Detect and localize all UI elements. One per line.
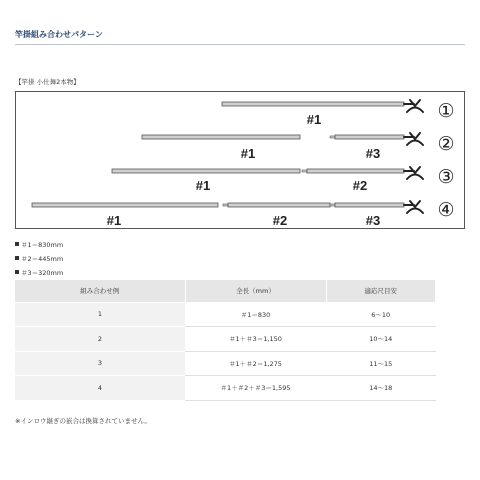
length-text: ＃2＝445mm (21, 255, 64, 263)
cell-length: ＃1＋＃2＋＃3＝1,595 (185, 376, 326, 401)
rod-joint (330, 136, 335, 138)
rod-diagram-svg (16, 92, 466, 230)
cell-length: ＃1＋＃2＝1,275 (185, 351, 326, 376)
column-header-length: 全長（mm） (185, 280, 326, 302)
rod-combination-diagram (15, 91, 465, 229)
rod-joint (302, 170, 307, 172)
rod-segment-3 (335, 135, 404, 139)
bullet-square-icon (15, 242, 19, 246)
table-row (15, 302, 436, 327)
cell-size: 10〜14 (326, 327, 436, 352)
rod-segment-label: #2 (352, 178, 368, 193)
rod-holder-icon (404, 167, 423, 179)
length-text: ＃3＝320mm (21, 269, 64, 277)
rod-holder-icon (404, 201, 423, 213)
cell-combination: 4 (15, 376, 185, 401)
pattern-row-4 (32, 199, 455, 228)
rod-segment-1 (142, 135, 300, 139)
pattern-number: ④ (437, 199, 455, 221)
section-label: 【竿掛 小仕舞2本物】 (15, 78, 80, 86)
rod-segment-2 (307, 169, 404, 173)
pattern-row-2 (142, 133, 455, 161)
cell-length: ＃1＝830 (185, 302, 326, 327)
pattern-number: ① (437, 100, 455, 122)
rod-segment-2 (228, 203, 330, 207)
cell-size: 6〜10 (326, 302, 436, 327)
rod-joint (223, 204, 228, 206)
pattern-row-1 (222, 100, 455, 127)
title-divider (15, 44, 465, 45)
table-row (15, 376, 436, 401)
length-item (15, 270, 63, 277)
cell-size: 14〜18 (326, 376, 436, 401)
rod-segment-label: #1 (106, 213, 122, 228)
combination-table (15, 280, 436, 401)
column-header-combination: 組み合わせ例 (15, 280, 185, 302)
rod-holder-icon (404, 100, 423, 112)
rod-segment-1 (112, 169, 300, 173)
table-header-row (15, 280, 436, 302)
rod-segment-1 (222, 102, 404, 106)
rod-joint (330, 204, 335, 206)
rod-segment-label: #1 (195, 178, 211, 193)
page-title: 竿掛組み合わせパターン (15, 30, 103, 39)
table-row (15, 327, 436, 352)
column-header-size: 適応尺目安 (326, 280, 436, 302)
pattern-number: ② (437, 133, 455, 155)
cell-length: ＃1＋＃3＝1,150 (185, 327, 326, 352)
rod-segment-label: #1 (306, 112, 322, 127)
table-row (15, 351, 436, 376)
length-text: ＃1＝830mm (21, 241, 64, 249)
cell-combination: 1 (15, 302, 185, 327)
rod-holder-icon (404, 133, 423, 145)
rod-segment-label: #2 (272, 213, 288, 228)
cell-combination: 3 (15, 351, 185, 376)
cell-combination: 2 (15, 327, 185, 352)
pattern-row-3 (112, 166, 455, 193)
rod-segment-label: #3 (365, 213, 381, 228)
rod-segment-label: #3 (365, 146, 381, 161)
footnote: ※インロウ継ぎの嵌合は換算されていません。 (15, 417, 151, 425)
bullet-square-icon (15, 270, 19, 274)
length-item (15, 242, 63, 249)
rod-segment-1 (32, 203, 218, 207)
bullet-square-icon (15, 256, 19, 260)
rod-segment-3 (335, 203, 404, 207)
pattern-number: ③ (437, 166, 455, 188)
cell-size: 11〜15 (326, 351, 436, 376)
rod-segment-label: #1 (240, 146, 256, 161)
length-item (15, 256, 63, 263)
